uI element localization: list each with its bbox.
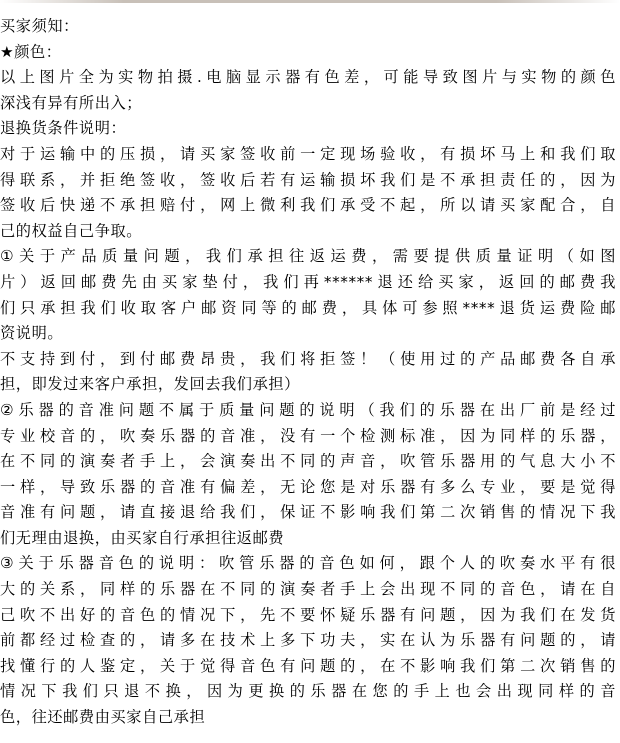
transport-line: 签收后快递不承担赔付，网上微利我们承受不起，所以请买家配合，自	[0, 196, 616, 215]
cod-line: 不支持到付，到付邮费昂贵，我们将拒签！（使用过的产品邮费各自承	[0, 349, 616, 368]
tuning-line: 一样，导致乐器的音准有偏差，无论您是对乐器有多么专业，要是觉得	[0, 477, 616, 496]
tuning-line: ②乐器的音准问题不属于质量问题的说明（我们的乐器在出厂前是经过	[0, 400, 616, 419]
tuning-line: 专业校音的，吹奏乐器的音准，没有一个检测标准，因为同样的乐器，	[0, 426, 616, 445]
color-text-line: 以上图片全为实物拍摄.电脑显示器有色差，可能导致图片与实物的颜色	[0, 68, 616, 87]
quality-line: 片）返回邮费先由买家垫付，我们再******退还给买家，返回的邮费我	[0, 272, 616, 291]
cod-line: 担，即发过来客户承担，发回去我们承担）	[0, 375, 300, 394]
timbre-line: 大的关系，同样的乐器在不同的演奏者手上会出现不同的音色，请在自	[0, 580, 616, 599]
color-heading: ★颜色：	[0, 42, 62, 61]
timbre-line: ③关于乐器音色的说明：吹管乐器的音色如何，跟个人的吹奏水平有很	[0, 554, 616, 573]
return-heading: 退换货条件说明：	[0, 119, 127, 138]
timbre-line: 找懂行的人鉴定，关于觉得音色有问题的，在不影响我们第二次销售的	[0, 656, 616, 675]
color-text-line: 深浅有异有所出入；	[0, 93, 143, 112]
transport-line: 己的权益自己争取。	[0, 221, 143, 240]
quality-line: 资说明。	[0, 324, 64, 343]
tuning-line: 在不同的演奏者手上，会演奏出不同的声音，吹管乐器用的气息大小不	[0, 452, 616, 471]
timbre-line: 色，往还邮费由买家自己承担	[0, 708, 206, 727]
transport-line: 得联系，并拒绝签收，签收后若有运输损坏我们是不承担责任的，因为	[0, 170, 616, 189]
buyer-notice	[0, 14, 616, 731]
timbre-line: 情况下我们只退不换，因为更换的乐器在您的手上也会出现同样的音	[0, 682, 616, 701]
transport-line: 对于运输中的压损，请买家签收前一定现场验收，有损坏马上和我们取	[0, 144, 616, 163]
timbre-line: 己吹不出好的音色的情况下，先不要怀疑乐器有问题，因为我们在发货	[0, 605, 616, 624]
timbre-line: 前都经过检查的，请多在技术上多下功夫，实在认为乐器有问题的，请	[0, 631, 616, 650]
tuning-line: 们无理由退换，由买家自行承担往返邮费	[0, 528, 285, 547]
notice-title: 买家须知：	[0, 17, 79, 35]
quality-line: ①关于产品质量问题，我们承担往返运费，需要提供质量证明（如图	[0, 247, 616, 266]
quality-line: 们只承担我们收取客户邮资同等的邮费，具体可参照****退货运费险邮	[0, 298, 616, 317]
top-divider	[0, 0, 620, 3]
tuning-line: 音准有问题，请直接退给我们，保证不影响我们第二次销售的情况下我	[0, 503, 616, 522]
